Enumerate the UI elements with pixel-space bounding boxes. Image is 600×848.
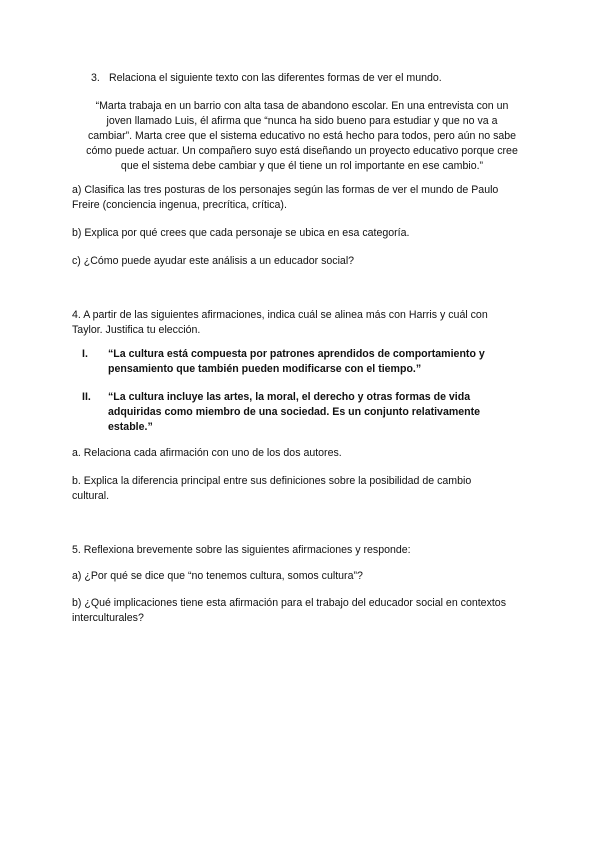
sub-a-line: Freire (conciencia ingenua, precrítica, crítica). (72, 199, 287, 211)
statement-text (108, 347, 532, 377)
sub-b-line: cultural. (72, 490, 110, 502)
question-4-sub-b (72, 474, 532, 504)
question-4-sub-a: a. Relaciona cada afirmación con uno de los dos autores. (72, 447, 342, 459)
question-5-sub-b (72, 596, 532, 626)
quote-line: que el sistema debe cambiar y que él tiene un rol importante en ese cambio.” (120, 160, 484, 172)
sub-b-line: b. Explica la diferencia principal entre sus definiciones sobre la posibilidad de cambio (72, 475, 472, 487)
sub-b-line: b) ¿Qué implicaciones tiene esta afirmación para el trabajo del educador social en contextos (72, 597, 506, 609)
statement-line: “La cultura está compuesta por patrones aprendidos de comportamiento y (108, 348, 485, 360)
quote-line: “Marta trabaja en un barrio con alta tasa de abandono escolar. En una entrevista con un (95, 100, 509, 112)
statement-text (108, 390, 532, 435)
quote-line: joven llamado Luis, él afirma que “nunca ha sido bueno para estudiar y que no va a (106, 115, 498, 127)
question-4-prompt (72, 308, 532, 338)
question-3-sub-b: b) Explica por qué crees que cada personaje se ubica en esa categoría. (72, 227, 410, 239)
statement-line: adquiridas como miembro de una sociedad. Es un conjunto relativamente (108, 406, 481, 418)
question-5-prompt: 5. Reflexiona brevemente sobre las siguientes afirmaciones y responde: (72, 544, 411, 556)
statement-i (82, 347, 532, 377)
sub-a-line: a) Clasifica las tres posturas de los personajes según las formas de ver el mundo de Paulo (72, 184, 499, 196)
statement-ii (82, 390, 532, 435)
statement-numeral: II. (82, 391, 91, 403)
statement-line: estable.” (108, 421, 153, 433)
prompt-line: 4. A partir de las siguientes afirmaciones, indica cuál se alinea más con Harris y cuál con (72, 309, 488, 321)
statement-numeral: I. (82, 348, 88, 360)
question-3-sub-c: c) ¿Cómo puede ayudar este análisis a un educador social? (72, 255, 355, 267)
quote-line: cambiar”. Marta cree que el sistema educativo no está hecho para todos, pero aún no sabe (87, 130, 517, 142)
question-3-sub-a (72, 183, 532, 213)
statement-line: “La cultura incluye las artes, la moral, el derecho y otras formas de vida (108, 391, 471, 403)
sub-b-line: interculturales? (72, 612, 144, 624)
question-3-text: Relaciona el siguiente texto con las diferentes formas de ver el mundo. (109, 72, 442, 84)
statement-line: pensamiento que también pueden modificarse con el tiempo.” (108, 363, 422, 375)
question-3-prompt (91, 71, 551, 86)
question-5-sub-a: a) ¿Por qué se dice que “no tenemos cultura, somos cultura”? (72, 570, 363, 582)
prompt-line: Taylor. Justifica tu elección. (72, 324, 201, 336)
question-3-number: 3. (91, 72, 100, 84)
question-3-quote (72, 99, 532, 174)
quote-line: cómo puede actuar. Un compañero suyo está diseñando un proyecto educativo porque cree (86, 145, 518, 157)
